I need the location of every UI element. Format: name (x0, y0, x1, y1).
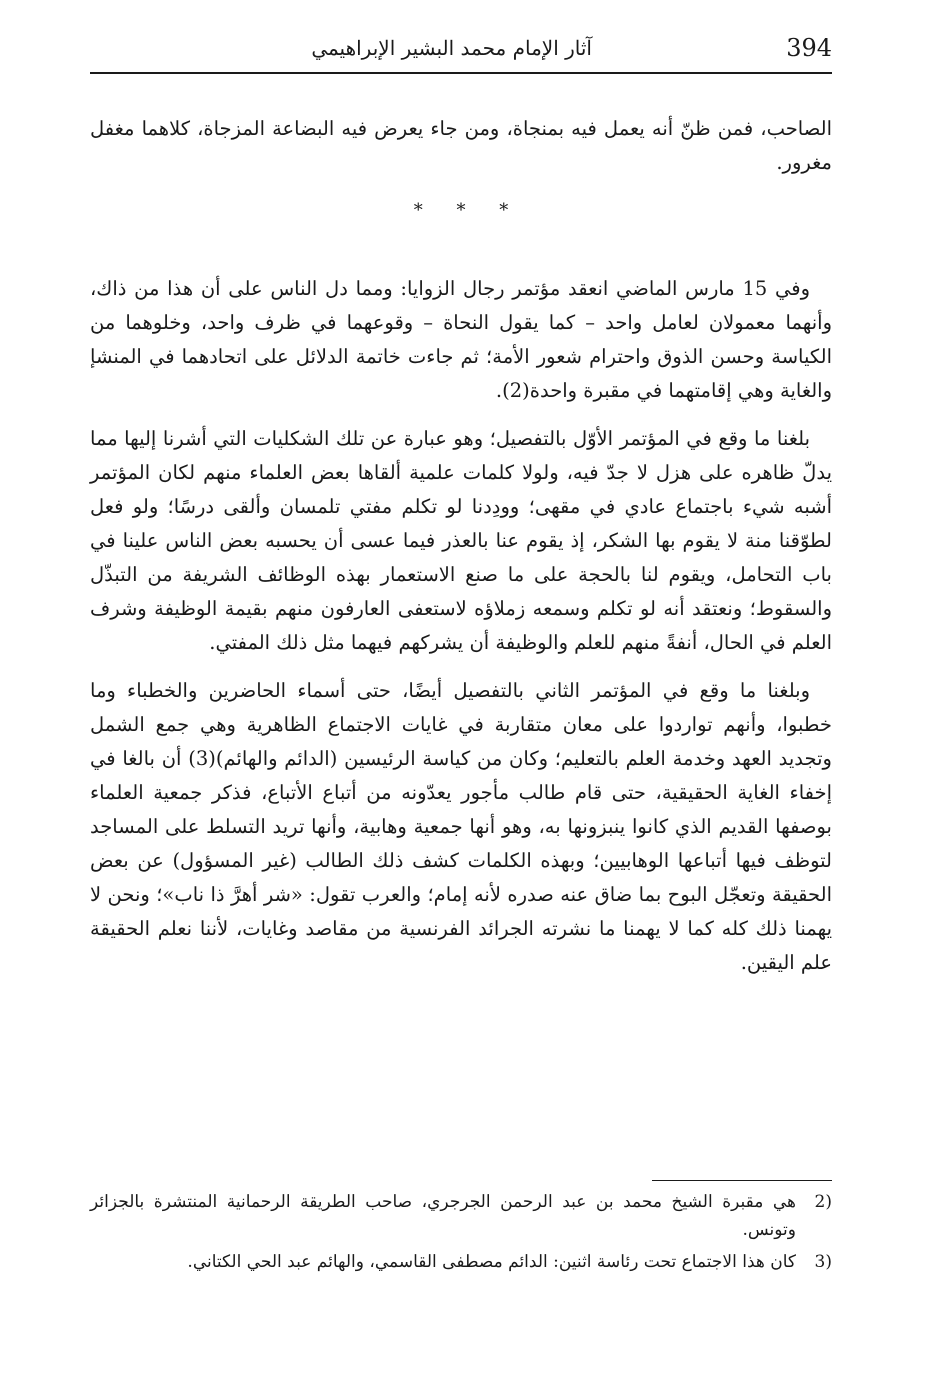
page-header (90, 30, 832, 74)
footnotes (90, 1188, 832, 1280)
section-separator: * * * (413, 200, 523, 221)
footnote-2 (90, 1188, 832, 1244)
paragraph-first-conference: بلغنا ما وقع في المؤتمر الأوّل بالتفصيل؛ وهو عبارة عن تلك الشكليات التي أشرنا إليها مما يدلّ ظاهره على هزل لا جدّ فيه، ولولا كلمات علمية ألقاها بعض العلماء منهم لكان المؤتمر أشبه شيء باجتماع عادي في مقهى؛ وودِدنا لو تكلم مفتي تلمسان وألقى درسًا؛ ولو فعل لطوّقنا منة لا يقوم بها الشكر، إذ يقوم عنا بالعذر فيما عسى أن يحسبه بعض الناس علينا في باب التحامل، ويقوم لنا بالحجة على ما صنع الاستعمار بهذه الوظائف الشريفة من التبذّل والسقوط؛ ونعتقد أنه لو تكلم وسمعه زملاؤه لاستعفى العارفون منهم بقيمة الوظيفة وشرف العلم في الحال، أنفةً منهم للعلم والوظيفة أن يشركهم فيهما مثل ذلك المفتي. (90, 427, 832, 654)
paragraph-second-conference: وبلغنا ما وقع في المؤتمر الثاني بالتفصيل أيضًا، حتى أسماء الحاضرين والخطباء وما خطبوا، وأنهم تواردوا على معان متقاربة في غايات الاجتماع الظاهرية وهي جمع الشمل وتجديد العهد وخدمة العلم بالتعليم؛ وكان من كياسة الرئيسين (الدائم والهائم)(3) أن بالغا في إخفاء الغاية الحقيقية، حتى قام طالب مأجور يعدّونه من أتباع الأتباع، فذكر جمعية العلماء بوصفها القديم الذي كانوا ينبزونها به، وهو أنها جمعية وهابية، وأنها تريد التسلط على المساجد لتوظف فيها أتباعها الوهابيين؛ وبهذه الكلمات كشف ذلك الطالب (غير المسؤول) عن بعض الحقيقة وتعجّل البوح بما ضاق عنه صدره لأنه إمام؛ والعرب تقول: «شر أهرَّ ذا ناب»؛ ونحن لا يهمنا ذلك كله كما لا يهمنا ما نشرته الجرائد الفرنسية من مقاصد وغايات، لأننا نعلم الحقيقة علم اليقين. (90, 679, 832, 974)
page-number: 394 (786, 34, 832, 62)
body-text (90, 112, 832, 994)
footnote-marker: 2) (814, 1192, 832, 1212)
paragraph-conference-intro: وفي 15 مارس الماضي انعقد مؤتمر رجال الزوايا: ومما دل الناس على أن هذا من ذاك، وأنهما معمولان لعامل واحد – كما يقول النحاة – وقوعهما في ظرف واحد، وخلوهما من الكياسة وحسن الذوق واحترام شعور الأمة؛ ثم جاءت خاتمة الدلائل على اتحادهما في المنشإ والغاية وهي إقامتهما في مقبرة واحدة(2). (90, 277, 832, 402)
paragraph-continuation: الصاحب، فمن ظنّ أنه يعمل فيه بمنجاة، ومن جاء يعرض فيه البضاعة المزجاة، كلاهما مغفل مغرور. (90, 117, 832, 174)
footnote-marker: 3) (814, 1252, 832, 1272)
footnote-3 (90, 1248, 832, 1276)
footnote-text: هي مقبرة الشيخ محمد بن عبد الرحمن الجرجري، صاحب الطريقة الرحمانية المنتشرة بالجزائر وتونس. (90, 1192, 796, 1240)
footnote-divider (652, 1180, 832, 1181)
running-title: آثار الإمام محمد البشير الإبراهيمي (311, 36, 592, 60)
footnote-text: كان هذا الاجتماع تحت رئاسة اثنين: الدائم مصطفى القاسمي، والهائم عبد الحي الكتاني. (187, 1252, 796, 1272)
